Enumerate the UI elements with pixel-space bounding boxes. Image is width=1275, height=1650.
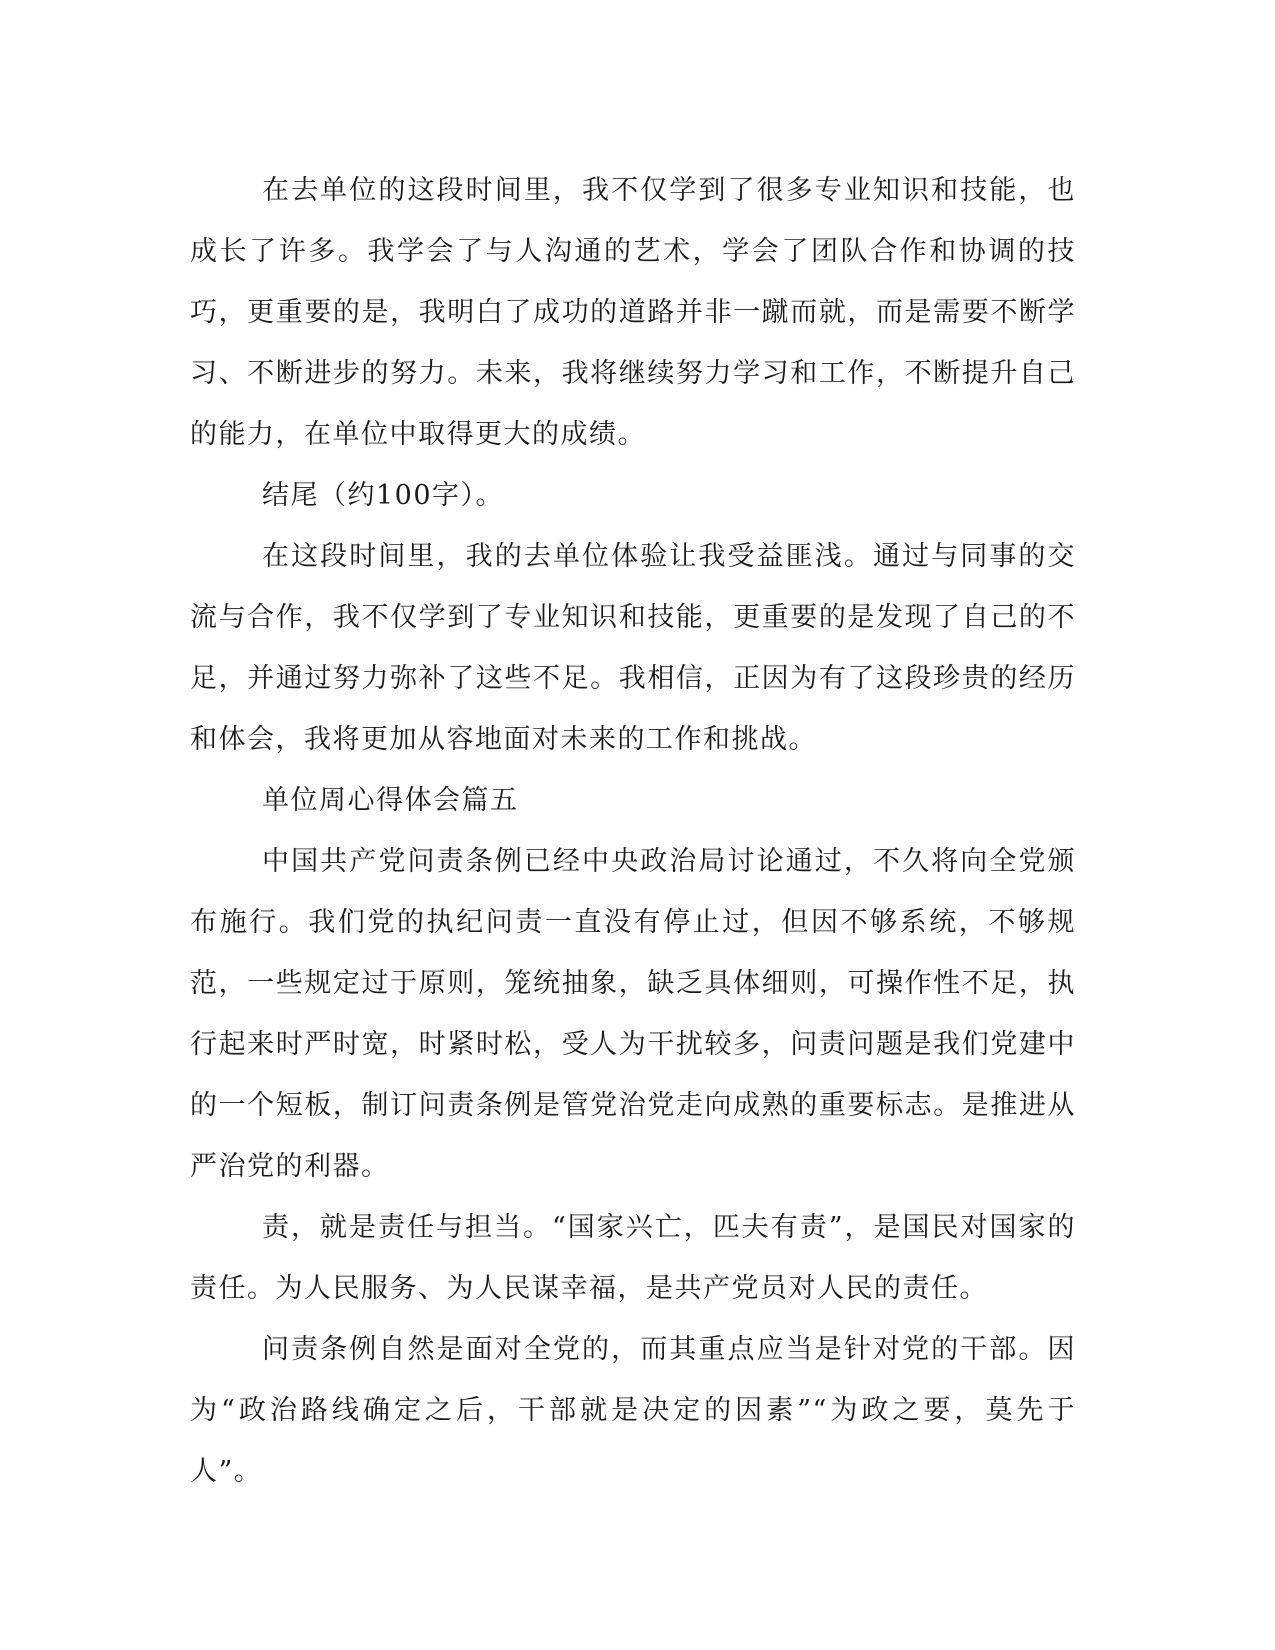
paragraph-ending-heading: 结尾（约100字）。 <box>262 480 505 511</box>
paragraph-growth: 在去单位的这段时间里，我不仅学到了很多专业知识和技能，也成长了许多。我学会了与人沟通的艺术，学会了团队合作和协调的技巧，更重要的是，我明白了成功的道路并非一蹴而就，而是需要不断学习、不断进步的努力。未来，我将继续努力学习和工作，不断提升自己的能力，在单位中取得更大的成绩。 <box>190 175 1076 450</box>
paragraph-accountability-regulation: 中国共产党问责条例已经中央政治局讨论通过，不久将向全党颁布施行。我们党的执纪问责一直没有停止过，但因不够系统，不够规范，一些规定过于原则，笼统抽象，缺乏具体细则，可操作性不足，执行起来时严时宽，时紧时松，受人为干扰较多，问责问题是我们党建中的一个短板，制订问责条例是管党治党走向成熟的重要标志。是推进从严治党的利器。 <box>190 846 1076 1182</box>
paragraph-cadres: 问责条例自然是面对全党的，而其重点应当是针对党的干部。因为“政治路线确定之后，干部就是决定的因素”“为政之要，莫先于人”。 <box>190 1334 1076 1487</box>
paragraph-responsibility: 责，就是责任与担当。“国家兴亡，匹夫有责”，是国民对国家的责任。为人民服务、为人民谋幸福，是共产党员对人民的责任。 <box>190 1212 1076 1304</box>
section-title: 单位周心得体会篇五 <box>262 785 519 816</box>
paragraph-experience: 在这段时间里，我的去单位体验让我受益匪浅。通过与同事的交流与合作，我不仅学到了专业知识和技能，更重要的是发现了自己的不足，并通过努力弥补了这些不足。我相信，正因为有了这段珍贵的经历和体会，我将更加从容地面对未来的工作和挑战。 <box>190 541 1076 755</box>
document-body <box>190 160 1076 1502</box>
